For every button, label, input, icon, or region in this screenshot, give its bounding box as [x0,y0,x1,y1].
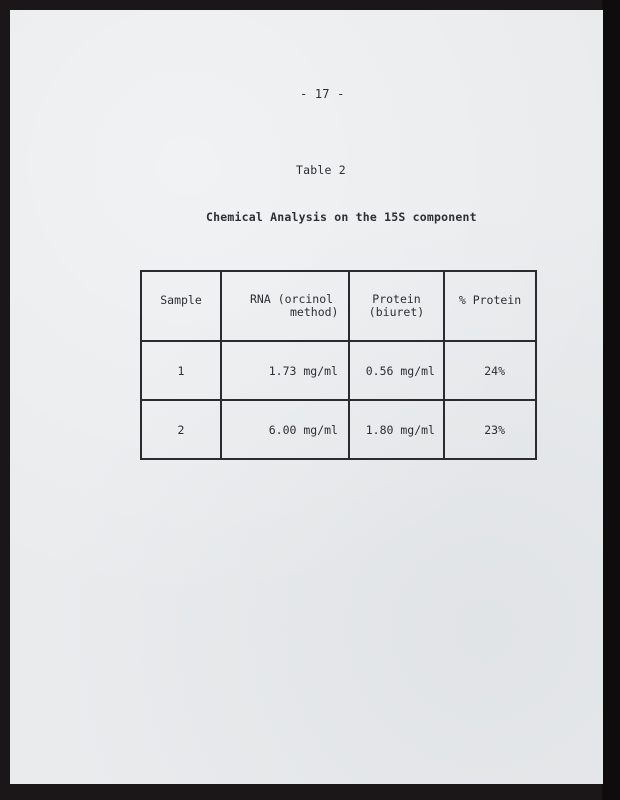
header-rna-line2: method) [290,305,339,319]
header-percent-protein: % Protein [444,271,536,341]
table-caption: Chemical Analysis on the 15S component [206,210,477,224]
page-number: - 17 - [300,87,345,101]
cell-protein: 1.80 mg/ml [349,400,444,459]
table-label: Table 2 [296,163,346,177]
cell-sample: 2 [141,400,221,459]
header-protein-line2: (biuret) [368,305,425,319]
header-rna [221,271,349,341]
header-sample: Sample [141,271,221,341]
table-row [141,341,536,400]
header-protein-line1: Protein [372,292,421,306]
cell-rna: 6.00 mg/ml [221,400,349,459]
cell-sample: 1 [141,341,221,400]
table-row [141,400,536,459]
table-header-row [141,271,536,341]
cell-rna: 1.73 mg/ml [221,341,349,400]
header-rna-line1: RNA (orcinol [250,292,334,306]
cell-protein: 0.56 mg/ml [349,341,444,400]
scan-border [602,0,620,800]
header-protein [349,271,444,341]
cell-percent-protein: 24% [444,341,536,400]
cell-percent-protein: 23% [444,400,536,459]
chemical-analysis-table [140,270,537,460]
